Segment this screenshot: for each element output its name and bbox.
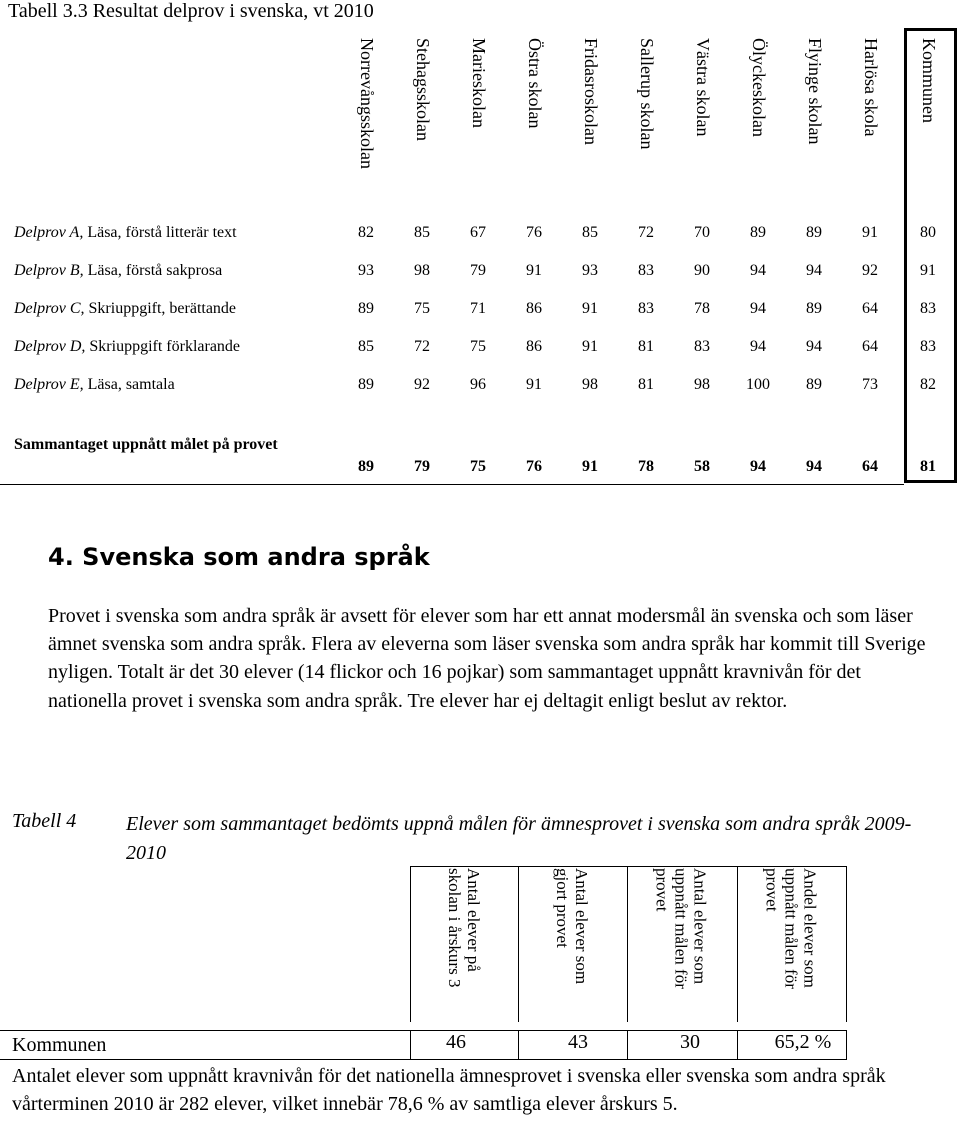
summary-cell: 79	[414, 458, 430, 475]
column-header: Flyinge skolan	[805, 38, 825, 145]
table-cell: 81	[638, 376, 654, 393]
table-cell: 91	[526, 376, 542, 393]
table-cell: 46	[446, 1031, 466, 1053]
summary-cell: 91	[582, 458, 598, 475]
table-cell: 89	[806, 224, 822, 241]
row-label: Kommunen	[12, 1034, 107, 1056]
table-cell: 89	[806, 376, 822, 393]
summary-cell: 94	[750, 458, 766, 475]
column-header: Andel elever som uppnått målen för provet	[762, 868, 820, 989]
summary-cell: 89	[358, 458, 374, 475]
column-header: Marieskolan	[469, 38, 489, 128]
table3-bottom-rule	[0, 484, 904, 485]
column-header: Antal elever som gjort provet	[553, 868, 591, 985]
column-header: Östra skolan	[525, 38, 545, 129]
table-cell: 91	[862, 224, 878, 241]
summary-cell: 75	[470, 458, 486, 475]
table-cell: 71	[470, 300, 486, 317]
table-cell: 78	[694, 300, 710, 317]
table-cell: 82	[358, 224, 374, 241]
table-cell: 83	[638, 262, 654, 279]
row-label: Delprov A, Läsa, förstå litterär text	[14, 224, 237, 241]
column-header: Fridasroskolan	[581, 38, 601, 145]
section-heading: 4. Svenska som andra språk	[48, 543, 430, 571]
row-label: Delprov C, Skriuppgift, berättande	[14, 300, 237, 317]
table-cell: 98	[694, 376, 710, 393]
table-cell: 89	[358, 376, 374, 393]
table-cell: 91	[920, 262, 936, 279]
table-cell: 83	[694, 338, 710, 355]
table-cell: 91	[582, 338, 598, 355]
row-label: Delprov D, Skriuppgift förklarande	[14, 338, 241, 355]
table-cell: 86	[526, 300, 542, 317]
table-cell: 89	[806, 300, 822, 317]
summary-cell: 81	[920, 458, 936, 475]
table-cell: 86	[526, 338, 542, 355]
table-cell: 83	[638, 300, 654, 317]
summary-cell: 58	[694, 458, 710, 475]
header-top-rule	[410, 866, 846, 867]
table-cell: 43	[568, 1031, 588, 1053]
table-cell: 82	[920, 376, 936, 393]
table-cell: 93	[358, 262, 374, 279]
column-header: Kommunen	[919, 38, 939, 123]
table-cell: 79	[470, 262, 486, 279]
table-cell: 92	[414, 376, 430, 393]
table-cell: 91	[582, 300, 598, 317]
table3-caption: Tabell 3.3 Resultat delprov i svenska, vt 2010	[8, 0, 374, 22]
column-header: Harlösa skola	[861, 38, 881, 137]
summary-cell: 94	[806, 458, 822, 475]
table-cell: 93	[582, 262, 598, 279]
table-cell: 92	[862, 262, 878, 279]
summary-cell: 78	[638, 458, 654, 475]
column-header: Sallerup skolan	[637, 38, 657, 150]
column-header: Ölyckeskolan	[749, 38, 769, 137]
table-cell: 91	[526, 262, 542, 279]
table-cell: 72	[638, 224, 654, 241]
table-cell: 75	[414, 300, 430, 317]
table-cell: 98	[414, 262, 430, 279]
summary-cell: 76	[526, 458, 542, 475]
table-cell: 64	[862, 338, 878, 355]
row-label: Delprov B, Läsa, förstå sakprosa	[14, 262, 223, 279]
table-cell: 85	[582, 224, 598, 241]
table-cell: 90	[694, 262, 710, 279]
table-cell: 94	[750, 262, 766, 279]
table-cell: 94	[750, 300, 766, 317]
table-cell: 83	[920, 338, 936, 355]
table-cell: 83	[920, 300, 936, 317]
table-cell: 70	[694, 224, 710, 241]
table-cell: 89	[358, 300, 374, 317]
cell-divider	[518, 1030, 519, 1060]
table-cell: 85	[414, 224, 430, 241]
table-cell: 98	[582, 376, 598, 393]
table-cell: 73	[862, 376, 878, 393]
table-cell: 80	[920, 224, 936, 241]
table-cell: 76	[526, 224, 542, 241]
column-header: Västra skolan	[693, 38, 713, 137]
footer-paragraph: Antalet elever som uppnått kravnivån för det nationella ämnesprovet i svenska eller svenska som andra språk vårterminen 2010 är 282 elever, vilket innebär 78,6 % av samtliga elever årskurs 5.	[12, 1065, 886, 1115]
summary-cell: 64	[862, 458, 878, 475]
table-cell: 72	[414, 338, 430, 355]
table-cell: 30	[680, 1031, 700, 1053]
header-divider	[846, 866, 847, 1022]
section-paragraph: Provet i svenska som andra språk är avsett för elever som har ett annat modersmål än svenska och som läser ämnet svenska som andra språk. Flera av eleverna som läser svenska som andra språk har kommit till Sverige nyligen. Totalt är det 30 elever (14 flickor och 16 pojkar) som sammantaget uppnått kravnivån för det nationella provet i svenska som andra språk. Tre elever har ej deltagit enligt beslut av rektor.	[48, 605, 926, 712]
table-cell: 94	[806, 338, 822, 355]
table-cell: 89	[750, 224, 766, 241]
table-cell: 96	[470, 376, 486, 393]
row-label: Delprov E, Läsa, samtala	[14, 376, 175, 393]
table-cell: 94	[750, 338, 766, 355]
column-header: Antal elever som uppnått målen för provet	[652, 868, 710, 989]
column-header: Antal elever på skolan i årskurs 3	[445, 868, 483, 988]
table4-title: Elever som sammantaget bedömts uppnå målen för ämnesprovet i svenska som andra språk 2009-2010	[126, 813, 912, 864]
column-header: Stehagsskolan	[413, 38, 433, 141]
column-header: Norrevångsskolan	[357, 38, 377, 169]
summary-label: Sammantaget uppnått målet på provet	[14, 436, 278, 453]
table4-label: Tabell 4	[12, 810, 77, 832]
table-cell: 85	[358, 338, 374, 355]
table-cell: 64	[862, 300, 878, 317]
table-cell: 67	[470, 224, 486, 241]
table-cell: 65,2 %	[774, 1031, 832, 1053]
table-cell: 94	[806, 262, 822, 279]
table-cell: 81	[638, 338, 654, 355]
table-cell: 100	[746, 376, 770, 393]
table-cell: 75	[470, 338, 486, 355]
